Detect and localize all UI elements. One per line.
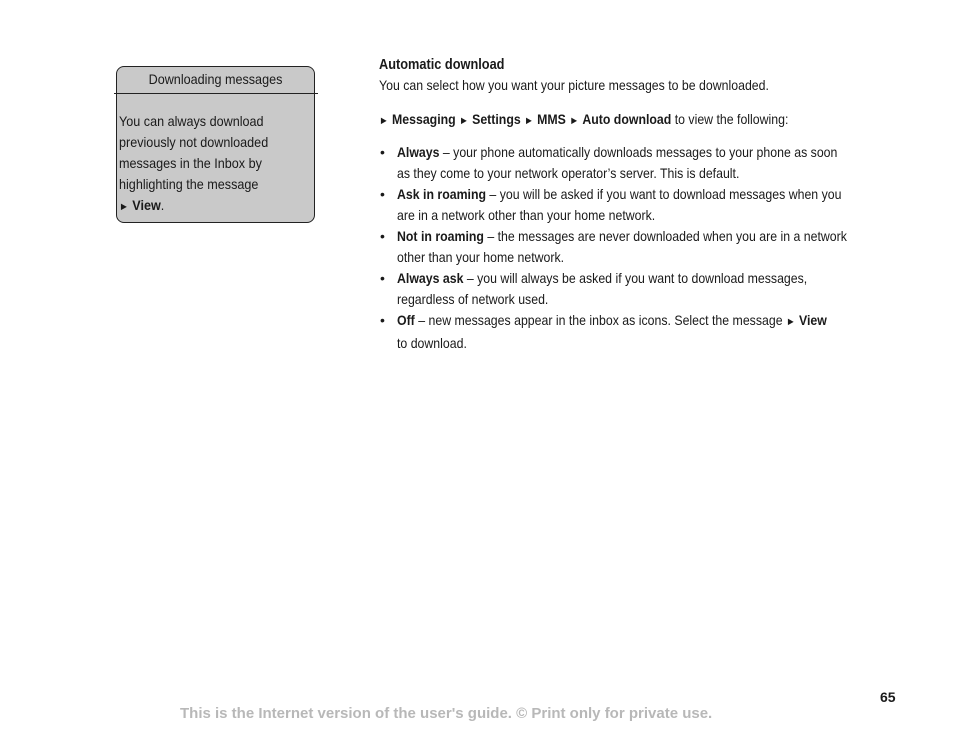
option-desc-cont: other than your home network. — [397, 249, 565, 265]
option-desc: – your phone automatically downloads messages to your phone as soon — [439, 144, 838, 160]
list-item — [379, 226, 919, 268]
option-term: Ask in roaming — [397, 186, 487, 202]
arrow-right-icon: ► — [379, 115, 389, 127]
path-suffix: to view the following: — [671, 111, 789, 127]
side-note-divider — [114, 93, 318, 94]
side-note-line: highlighting the message — [119, 176, 259, 192]
bullet-icon: • — [380, 312, 385, 328]
option-term: Always ask — [397, 270, 464, 286]
option-action: View — [798, 312, 827, 328]
side-note-body — [119, 111, 308, 218]
option-desc-cont: regardless of network used. — [397, 291, 549, 307]
side-note-title: Downloading messages — [148, 71, 283, 87]
list-item — [379, 310, 919, 354]
arrow-right-icon: ► — [459, 115, 469, 127]
path-item-auto-download: Auto download — [582, 111, 672, 127]
path-item-settings: Settings — [472, 111, 521, 127]
option-desc-cont: are in a network other than your home network. — [397, 207, 656, 223]
footer-notice: This is the Internet version of the user's guide. © Print only for private use. — [180, 705, 713, 722]
path-item-mms: MMS — [537, 111, 566, 127]
bullet-icon: • — [380, 186, 385, 202]
menu-path — [379, 109, 844, 131]
list-item — [379, 142, 919, 184]
option-desc: – you will be asked if you want to download messages when you — [486, 186, 842, 202]
option-desc: – the messages are never downloaded when you are in a network — [483, 228, 847, 244]
section-intro: You can select how you want your picture messages to be downloaded. — [379, 77, 769, 93]
option-desc-cont: to download. — [397, 335, 467, 351]
side-note-action: View — [132, 197, 161, 213]
main-content — [379, 55, 919, 351]
path-item-messaging: Messaging — [392, 111, 456, 127]
bullet-icon: • — [380, 270, 385, 286]
option-term: Not in roaming — [397, 228, 484, 244]
option-desc: – you will always be asked if you want to download messages, — [463, 270, 808, 286]
bullet-icon: • — [380, 228, 385, 244]
option-desc: – new messages appear in the inbox as icons. Select the message — [414, 312, 786, 328]
section-heading: Automatic download — [379, 57, 505, 73]
side-note-line: You can always download — [119, 113, 264, 129]
arrow-right-icon: ► — [569, 115, 579, 127]
arrow-right-icon: ► — [785, 316, 796, 328]
list-item — [379, 184, 919, 226]
page-number: 65 — [880, 689, 896, 705]
list-item — [379, 268, 919, 310]
side-note-action-line: ► View. — [119, 197, 165, 213]
arrow-right-icon: ► — [119, 201, 129, 213]
bullet-icon: • — [380, 144, 385, 160]
option-term: Off — [397, 312, 415, 328]
arrow-right-icon: ► — [524, 115, 534, 127]
side-note-line: messages in the Inbox by — [119, 155, 262, 171]
options-list — [379, 142, 919, 354]
option-desc-cont: as they come to your network operator’s server. This is default. — [397, 165, 740, 181]
option-term: Always — [397, 144, 440, 160]
side-note-line: previously not downloaded — [119, 134, 269, 150]
